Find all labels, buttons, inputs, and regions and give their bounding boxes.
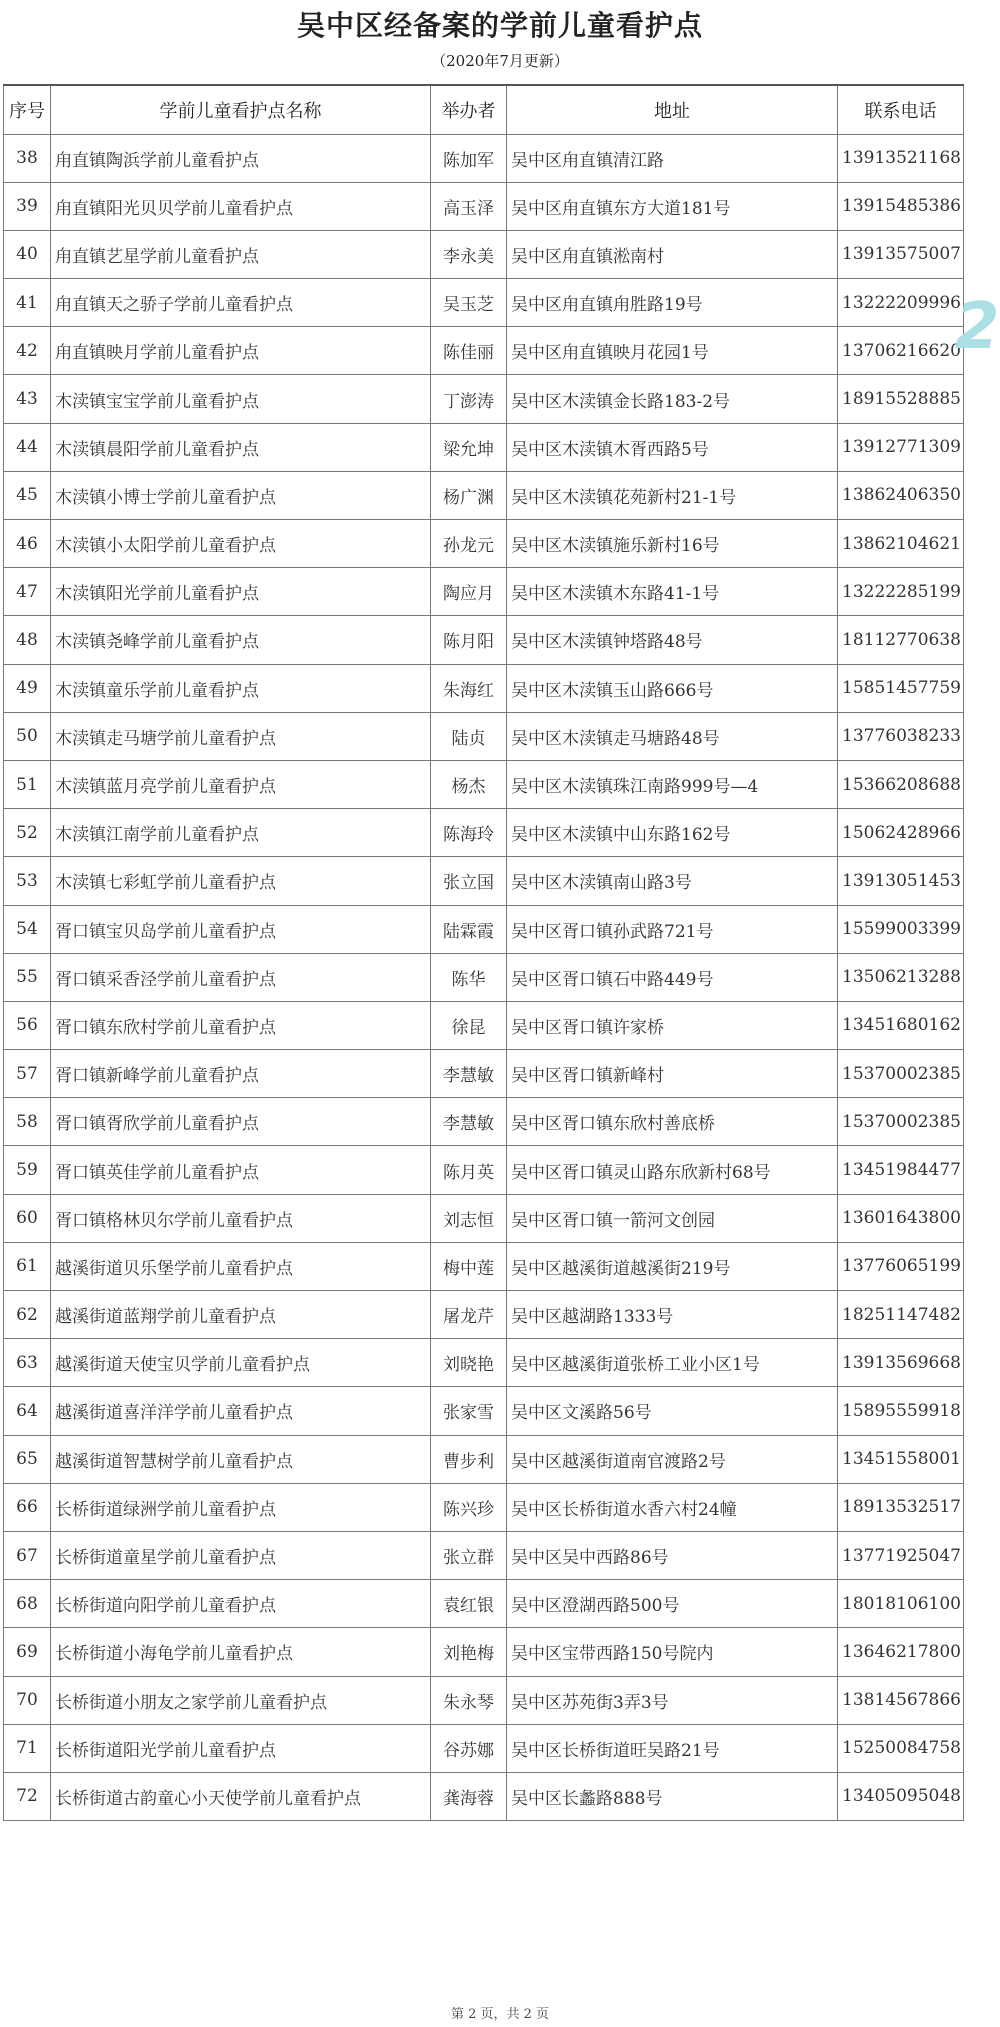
cell-organizer: 曹步利 xyxy=(431,1435,507,1483)
cell-phone: 13222285199 xyxy=(838,568,964,616)
table-row xyxy=(4,1339,964,1387)
cell-address: 吴中区苏苑街3弄3号 xyxy=(507,1676,838,1724)
cell-address: 吴中区木渎镇木东路41-1号 xyxy=(507,568,838,616)
cell-no: 49 xyxy=(4,664,51,712)
cell-phone: 13646217800 xyxy=(838,1628,964,1676)
cell-organizer: 李慧敏 xyxy=(431,1098,507,1146)
cell-name: 胥口镇宝贝岛学前儿童看护点 xyxy=(51,905,431,953)
table-row xyxy=(4,1098,964,1146)
cell-name: 胥口镇新峰学前儿童看护点 xyxy=(51,1050,431,1098)
cell-name: 甪直镇天之骄子学前儿童看护点 xyxy=(51,279,431,327)
cell-phone: 13405095048 xyxy=(838,1772,964,1820)
cell-organizer: 朱永琴 xyxy=(431,1676,507,1724)
table-row xyxy=(4,1724,964,1772)
cell-address: 吴中区长桥街道旺吴路21号 xyxy=(507,1724,838,1772)
cell-phone: 18018106100 xyxy=(838,1580,964,1628)
cell-name: 胥口镇采香泾学前儿童看护点 xyxy=(51,953,431,1001)
cell-no: 53 xyxy=(4,857,51,905)
cell-phone: 18915528885 xyxy=(838,375,964,423)
cell-no: 42 xyxy=(4,327,51,375)
cell-phone: 15250084758 xyxy=(838,1724,964,1772)
cell-no: 63 xyxy=(4,1339,51,1387)
cell-phone: 18112770638 xyxy=(838,616,964,664)
cell-no: 72 xyxy=(4,1772,51,1820)
cell-name: 木渎镇走马塘学前儿童看护点 xyxy=(51,712,431,760)
table-row xyxy=(4,230,964,278)
cell-name: 木渎镇蓝月亮学前儿童看护点 xyxy=(51,760,431,808)
cell-organizer: 陈海玲 xyxy=(431,809,507,857)
cell-phone: 13776065199 xyxy=(838,1242,964,1290)
header-name: 学前儿童看护点名称 xyxy=(51,85,431,134)
cell-name: 甪直镇艺星学前儿童看护点 xyxy=(51,230,431,278)
cell-name: 长桥街道阳光学前儿童看护点 xyxy=(51,1724,431,1772)
cell-phone: 15370002385 xyxy=(838,1050,964,1098)
cell-phone: 15366208688 xyxy=(838,760,964,808)
cell-address: 吴中区澄湖西路500号 xyxy=(507,1580,838,1628)
cell-address: 吴中区木渎镇珠江南路999号—4 xyxy=(507,760,838,808)
table-body xyxy=(4,134,964,1821)
cell-phone: 15062428966 xyxy=(838,809,964,857)
cell-name: 木渎镇七彩虹学前儿童看护点 xyxy=(51,857,431,905)
cell-address: 吴中区木渎镇施乐新村16号 xyxy=(507,520,838,568)
cell-organizer: 孙龙元 xyxy=(431,520,507,568)
cell-phone: 15599003399 xyxy=(838,905,964,953)
cell-organizer: 张立群 xyxy=(431,1531,507,1579)
cell-name: 长桥街道古韵童心小天使学前儿童看护点 xyxy=(51,1772,431,1820)
cell-no: 51 xyxy=(4,760,51,808)
cell-organizer: 刘志恒 xyxy=(431,1194,507,1242)
cell-address: 吴中区甪直镇淞南村 xyxy=(507,230,838,278)
header-organizer: 举办者 xyxy=(431,85,507,134)
table-row xyxy=(4,375,964,423)
cell-no: 60 xyxy=(4,1194,51,1242)
table-row xyxy=(4,1001,964,1049)
cell-phone: 13862104621 xyxy=(838,520,964,568)
cell-address: 吴中区木渎镇玉山路666号 xyxy=(507,664,838,712)
table-row xyxy=(4,182,964,230)
cell-address: 吴中区木渎镇钟塔路48号 xyxy=(507,616,838,664)
cell-phone: 13912771309 xyxy=(838,423,964,471)
cell-address: 吴中区吴中西路86号 xyxy=(507,1531,838,1579)
cell-no: 44 xyxy=(4,423,51,471)
cell-no: 41 xyxy=(4,279,51,327)
cell-no: 47 xyxy=(4,568,51,616)
cell-address: 吴中区木渎镇走马塘路48号 xyxy=(507,712,838,760)
table-row xyxy=(4,1580,964,1628)
cell-organizer: 朱海红 xyxy=(431,664,507,712)
cell-no: 61 xyxy=(4,1242,51,1290)
cell-name: 越溪街道智慧树学前儿童看护点 xyxy=(51,1435,431,1483)
cell-organizer: 袁红银 xyxy=(431,1580,507,1628)
cell-address: 吴中区甪直镇东方大道181号 xyxy=(507,182,838,230)
cell-name: 越溪街道蓝翔学前儿童看护点 xyxy=(51,1291,431,1339)
page-footer: 第 2 页，共 2 页 xyxy=(450,2007,550,2022)
cell-name: 长桥街道童星学前儿童看护点 xyxy=(51,1531,431,1579)
table-row xyxy=(4,1387,964,1435)
cell-phone: 13451984477 xyxy=(838,1146,964,1194)
cell-phone: 13451558001 xyxy=(838,1435,964,1483)
table-row xyxy=(4,1194,964,1242)
header-row xyxy=(4,85,964,134)
cell-phone: 18913532517 xyxy=(838,1483,964,1531)
cell-address: 吴中区木渎镇南山路3号 xyxy=(507,857,838,905)
cell-no: 54 xyxy=(4,905,51,953)
cell-phone: 13915485386 xyxy=(838,182,964,230)
cell-name: 木渎镇阳光学前儿童看护点 xyxy=(51,568,431,616)
cell-address: 吴中区胥口镇一箭河文创园 xyxy=(507,1194,838,1242)
cell-organizer: 陆贞 xyxy=(431,712,507,760)
table-row xyxy=(4,616,964,664)
cell-address: 吴中区木渎镇木胥西路5号 xyxy=(507,423,838,471)
cell-name: 胥口镇格林贝尔学前儿童看护点 xyxy=(51,1194,431,1242)
cell-address: 吴中区胥口镇石中路449号 xyxy=(507,953,838,1001)
cell-organizer: 梅中莲 xyxy=(431,1242,507,1290)
table-header xyxy=(4,85,964,134)
cell-phone: 18251147482 xyxy=(838,1291,964,1339)
cell-organizer: 吴玉芝 xyxy=(431,279,507,327)
table-row xyxy=(4,1435,964,1483)
cell-phone: 13776038233 xyxy=(838,712,964,760)
cell-organizer: 杨杰 xyxy=(431,760,507,808)
cell-phone: 15895559918 xyxy=(838,1387,964,1435)
cell-name: 长桥街道小朋友之家学前儿童看护点 xyxy=(51,1676,431,1724)
cell-address: 吴中区越溪街道张桥工业小区1号 xyxy=(507,1339,838,1387)
cell-organizer: 丁澎涛 xyxy=(431,375,507,423)
cell-phone: 13913575007 xyxy=(838,230,964,278)
cell-address: 吴中区木渎镇金长路183-2号 xyxy=(507,375,838,423)
cell-address: 吴中区甪直镇甪胜路19号 xyxy=(507,279,838,327)
cell-address: 吴中区越湖路1333号 xyxy=(507,1291,838,1339)
cell-organizer: 李永美 xyxy=(431,230,507,278)
cell-organizer: 陈加军 xyxy=(431,134,507,182)
cell-name: 木渎镇晨阳学前儿童看护点 xyxy=(51,423,431,471)
table-row xyxy=(4,1242,964,1290)
table-row xyxy=(4,1483,964,1531)
cell-no: 66 xyxy=(4,1483,51,1531)
cell-address: 吴中区越溪街道南官渡路2号 xyxy=(507,1435,838,1483)
header-no: 序号 xyxy=(4,85,51,134)
cell-address: 吴中区胥口镇灵山路东欣新村68号 xyxy=(507,1146,838,1194)
cell-name: 甪直镇陶浜学前儿童看护点 xyxy=(51,134,431,182)
cell-name: 木渎镇江南学前儿童看护点 xyxy=(51,809,431,857)
cell-no: 52 xyxy=(4,809,51,857)
cell-phone: 13506213288 xyxy=(838,953,964,1001)
table-row xyxy=(4,1531,964,1579)
cell-organizer: 陈佳丽 xyxy=(431,327,507,375)
cell-name: 长桥街道向阳学前儿童看护点 xyxy=(51,1580,431,1628)
cell-no: 43 xyxy=(4,375,51,423)
table-row xyxy=(4,1146,964,1194)
cell-organizer: 刘艳梅 xyxy=(431,1628,507,1676)
cell-no: 57 xyxy=(4,1050,51,1098)
cell-name: 木渎镇童乐学前儿童看护点 xyxy=(51,664,431,712)
cell-no: 71 xyxy=(4,1724,51,1772)
cell-name: 木渎镇尧峰学前儿童看护点 xyxy=(51,616,431,664)
cell-name: 越溪街道喜洋洋学前儿童看护点 xyxy=(51,1387,431,1435)
cell-address: 吴中区胥口镇新峰村 xyxy=(507,1050,838,1098)
cell-address: 吴中区甪直镇清江路 xyxy=(507,134,838,182)
cell-organizer: 梁允坤 xyxy=(431,423,507,471)
table-row xyxy=(4,134,964,182)
cell-no: 46 xyxy=(4,520,51,568)
cell-organizer: 杨广渊 xyxy=(431,471,507,519)
cell-phone: 13913521168 xyxy=(838,134,964,182)
cell-name: 木渎镇小博士学前儿童看护点 xyxy=(51,471,431,519)
cell-no: 65 xyxy=(4,1435,51,1483)
cell-address: 吴中区甪直镇映月花园1号 xyxy=(507,327,838,375)
cell-name: 越溪街道天使宝贝学前儿童看护点 xyxy=(51,1339,431,1387)
cell-phone: 13451680162 xyxy=(838,1001,964,1049)
table-row xyxy=(4,423,964,471)
cell-no: 68 xyxy=(4,1580,51,1628)
header-phone: 联系电话 xyxy=(838,85,964,134)
table-row xyxy=(4,809,964,857)
cell-no: 58 xyxy=(4,1098,51,1146)
cell-name: 长桥街道小海龟学前儿童看护点 xyxy=(51,1628,431,1676)
cell-organizer: 张家雪 xyxy=(431,1387,507,1435)
table-row xyxy=(4,905,964,953)
cell-organizer: 刘晓艳 xyxy=(431,1339,507,1387)
cell-no: 67 xyxy=(4,1531,51,1579)
cell-no: 62 xyxy=(4,1291,51,1339)
cell-no: 39 xyxy=(4,182,51,230)
side-watermark: 2 xyxy=(955,290,1000,364)
cell-organizer: 龚海蓉 xyxy=(431,1772,507,1820)
cell-organizer: 谷苏娜 xyxy=(431,1724,507,1772)
cell-phone: 13913051453 xyxy=(838,857,964,905)
table-row xyxy=(4,712,964,760)
cell-name: 胥口镇胥欣学前儿童看护点 xyxy=(51,1098,431,1146)
header-address: 地址 xyxy=(507,85,838,134)
cell-no: 48 xyxy=(4,616,51,664)
cell-phone: 13601643800 xyxy=(838,1194,964,1242)
cell-name: 木渎镇宝宝学前儿童看护点 xyxy=(51,375,431,423)
cell-phone: 13706216620 xyxy=(838,327,964,375)
table-row xyxy=(4,1676,964,1724)
cell-organizer: 徐昆 xyxy=(431,1001,507,1049)
cell-organizer: 张立国 xyxy=(431,857,507,905)
cell-organizer: 屠龙芹 xyxy=(431,1291,507,1339)
cell-name: 木渎镇小太阳学前儿童看护点 xyxy=(51,520,431,568)
cell-address: 吴中区木渎镇中山东路162号 xyxy=(507,809,838,857)
cell-organizer: 陈月英 xyxy=(431,1146,507,1194)
cell-no: 50 xyxy=(4,712,51,760)
cell-phone: 15370002385 xyxy=(838,1098,964,1146)
cell-phone: 13222209996 xyxy=(838,279,964,327)
cell-phone: 13862406350 xyxy=(838,471,964,519)
cell-address: 吴中区胥口镇许家桥 xyxy=(507,1001,838,1049)
cell-no: 40 xyxy=(4,230,51,278)
cell-organizer: 陶应月 xyxy=(431,568,507,616)
table-row xyxy=(4,1291,964,1339)
cell-no: 55 xyxy=(4,953,51,1001)
cell-phone: 13771925047 xyxy=(838,1531,964,1579)
cell-address: 吴中区长蠡路888号 xyxy=(507,1772,838,1820)
cell-address: 吴中区胥口镇孙武路721号 xyxy=(507,905,838,953)
cell-no: 38 xyxy=(4,134,51,182)
cell-phone: 13913569668 xyxy=(838,1339,964,1387)
table-row xyxy=(4,1628,964,1676)
cell-address: 吴中区越溪街道越溪街219号 xyxy=(507,1242,838,1290)
table-row xyxy=(4,327,964,375)
table-row xyxy=(4,520,964,568)
table-row xyxy=(4,953,964,1001)
cell-no: 64 xyxy=(4,1387,51,1435)
cell-organizer: 高玉泽 xyxy=(431,182,507,230)
table-row xyxy=(4,857,964,905)
cell-name: 胥口镇英佳学前儿童看护点 xyxy=(51,1146,431,1194)
table-row xyxy=(4,279,964,327)
table-row xyxy=(4,1772,964,1820)
cell-address: 吴中区胥口镇东欣村善底桥 xyxy=(507,1098,838,1146)
cell-address: 吴中区文溪路56号 xyxy=(507,1387,838,1435)
cell-organizer: 陈月阳 xyxy=(431,616,507,664)
cell-name: 长桥街道绿洲学前儿童看护点 xyxy=(51,1483,431,1531)
cell-phone: 15851457759 xyxy=(838,664,964,712)
care-point-table xyxy=(3,84,964,1821)
cell-name: 胥口镇东欣村学前儿童看护点 xyxy=(51,1001,431,1049)
cell-address: 吴中区木渎镇花苑新村21-1号 xyxy=(507,471,838,519)
cell-address: 吴中区长桥街道水香六村24幢 xyxy=(507,1483,838,1531)
cell-organizer: 李慧敏 xyxy=(431,1050,507,1098)
page-title: 吴中区经备案的学前儿童看护点 xyxy=(296,9,703,42)
cell-name: 甪直镇阳光贝贝学前儿童看护点 xyxy=(51,182,431,230)
cell-organizer: 陆霖霞 xyxy=(431,905,507,953)
table-row xyxy=(4,471,964,519)
table-row xyxy=(4,1050,964,1098)
table-row xyxy=(4,568,964,616)
cell-no: 70 xyxy=(4,1676,51,1724)
cell-name: 越溪街道贝乐堡学前儿童看护点 xyxy=(51,1242,431,1290)
table-row xyxy=(4,760,964,808)
cell-no: 69 xyxy=(4,1628,51,1676)
cell-no: 56 xyxy=(4,1001,51,1049)
cell-organizer: 陈华 xyxy=(431,953,507,1001)
cell-name: 甪直镇映月学前儿童看护点 xyxy=(51,327,431,375)
cell-no: 45 xyxy=(4,471,51,519)
table-row xyxy=(4,664,964,712)
cell-phone: 13814567866 xyxy=(838,1676,964,1724)
update-date: （2020年7月更新） xyxy=(431,52,569,70)
cell-organizer: 陈兴珍 xyxy=(431,1483,507,1531)
cell-no: 59 xyxy=(4,1146,51,1194)
cell-address: 吴中区宝带西路150号院内 xyxy=(507,1628,838,1676)
